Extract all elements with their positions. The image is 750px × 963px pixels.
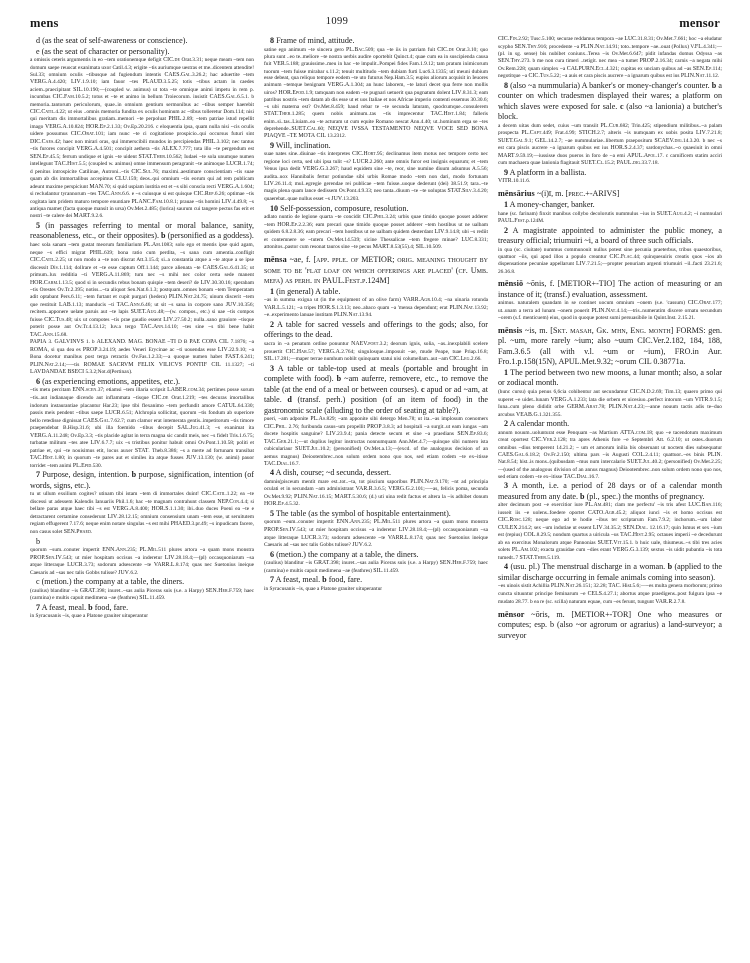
citation-block: a decem uitas dum sedet, cuius ~um transiit PL.Cur.682; Trin.425; stipendium militibus..~a palam prospecta PL.Capt.449; Frat.4.99; STICH.2.7; alteris ~is numquam ex uobis posita LIV.7.21.8; SUET.Gal.9.1; GEL.14.2.7; ~ae nummulariae..libertum praepositum SCAEV.dig.14.3.20. b nec ~s est cara piscis aucrere ~a ignarum quibus est ius HOR.S.2.4.37; sardonychas..~o quaesiuit in omni MART.9.59.19;—iussisse duos pueros in foro de ~a emi APUL.Apol.17. c carnificem statim acciri cum machaera quae lanionia flagitauit SUET.Cl.15.2; PAUL.dig.33.7.18. xyxy=(498,122,722,167)
citation-block: annum nouum..uolunturat esse Penquam ~as Martium ATTA.com.18; quo ~e tacendotum maximum creat oportest CIC.Ver.2.128; tra apres Athenis fore ~e Septembri Att. 6.2.10; ut ostes..duorum omnibus ~dius temperent 14.21.2; ~ um et amorum inilia bis obseruant ut noctem dies subsequatur CAES.Gal.6.18.2; Ov.Fr.2.150; ultima pars ~is Augusti COL.2.4.11; quattuor..~es binis PLIN. Nat.8.54; hist..is mons..(quibusdam ~mus num intercalario SUET.Jul.40.2; (personified) Ov.Met.2.25;—(used of the analogous division of an annus magnus) Deiootembrec..non solum ordem nono quo nos, sed etiam codem ~te ex~itisse TAC.Dial.16.7. xyxy=(498,429,722,480)
page-number: 1099 xyxy=(325,16,349,27)
column-2 xyxy=(264,36,488,951)
entry-etymology: ~ae, f. [app. pple. of METIOR; orig. meaning thought by some to be 'flat loaf on which offerings are placed' (cf. Umb. mefa) as perh. in PAUL.Fest.p.124M] xyxy=(264,255,488,286)
citation-block: haec sola sanam ~tem gustat meorum familiarium PL.Am.1083; solo ego et mentis ipse quid agam, neque ~s effici migrat PHIL.639; bona ratio cum perdita, ~s sana cum amentia..confligit CIC.Catil.2.25; ut non modo a ~te non discrat Att.3.15.4; si..a constantia atque a ~te atque a se ipse discessit Div.1.114; dollrare et ~te esse captum Off.1.144; parce alienata ~te CAES.Gal.6.41.35; ut primum..lux redditia ~ti VERG.A.11.869; tum nec ~s mihi nec color certa sede manent HOR.Carm.1.13.5; quod si in secundis rebus bonam quispie ~tem deseri? de LIV.30.30.16; sperabam ~tis Orestes Ov.Tr.2.395; notiss...~ta aliquot Sen.Nat.6.1.3; postquam..omnes bonam ~tem Temperatam adit optabant Pers.6.11; ~tem furtant et cupit purgari (hedera) PLIN.Nat.24.75; uinum discerit ~tem que restituit LAB.1.13; manducis ~ti TAC.Ann.6.46; ut sit ~s sana in corpore sano JUV.10.356; recitem..apponere uelate paruis aut ~te lapis SUET.Aug.48;—(w. compos., etc.) si uae ~tis compos fuisse CIC.Tus.48; uix ut compotes ~tis prae gaudio essent LIV.27.50.2; nulla..sano grauiore ~tisque poterit posse aut Ov.Tr.4.13.12; Iuv.a tergo TAC.Ann.14.10; ~tes sine ~s tibi bene habit TAC.Ann.15.68. xyxy=(30,241,254,338)
citation-block: pueri, ~am adponite PL.As.829; ~am apponite sibi detergo Men.78; ut ita..~as implosum coenomers CIC.Phil. 2.76; furibunda casus~um propellit PROP.3.8.3; ad hospitali ~a surgit..ut eam iungas ~am docete hospitis sanguine? LIV.23.9.4; pania detecte secum et sine ~a praedians SEN.Ep.83.6; TAC.Ger.21.1;—ut duplius legitur instructas nonnumquam Ann.Met.4.7;—quinque sibi numero ista cubiculariaur SUET.Jul.10.2; (personified) Ov.Met.a.13;—(excd. of the analogous decision of an aemus magnus) Deiootembrec..non solum ordem nono quo nos, sed etiam codem ~te ex~itisse TAC.Dial.16.7. xyxy=(264,416,488,467)
sense-heading: c (metion.) the company at a table, the diners. xyxy=(36,577,185,587)
sense-heading: 6 (metion.) the company at a table, the diners. xyxy=(270,549,419,559)
dictionary-entry xyxy=(498,189,722,200)
dictionary-entry xyxy=(264,255,488,287)
sense-heading: 5 The table (as the symbol of hospitable entertainment). xyxy=(270,508,451,518)
entry-etymology: ~is, m. [Skt. masah, Gk. μήν, Eng. month] FORMS: gen. pl. ~um, more rarely ~ium; also ~uum CIC.Ver.2.182, 184, 188, Fam.3.6.5 (all with v.l. ~um or ~ium), FRO.in Aur. Fro.1.p.158(15N), APUL.Met.9.32; ~orum CIL 0.38771a. xyxy=(498,325,722,367)
headword: mēnsa xyxy=(264,255,287,265)
citation-block: PAPIA 3. GALVINVS 1. b ALEXAND. MAG. BONAE ~TI D B PAE COPA CIL 7.1876; ~a ROMA, si qua dea es PROP.3.24.19; aedes Veneri Erycinae ac ~ti uouendas esse LIV.22.9.10; ~a Bona docetur manibus post terga retractis Ov.Fas.1.2.33;—a quoque numen habet FAST.6.241; PLIN.Nat.2.14;—~tis ROMAE SACRVM FELIX VILICVS PONTIF CIL 11.1327; ~ti LAVDANDAE BSECI 5.3.2;Not.d(Pertinax). xyxy=(30,339,254,376)
sense-heading: b xyxy=(36,536,41,546)
citation-block: in Syracusanis ~is, quae a Platone grauiter uituperantur xyxy=(264,585,383,592)
sense-heading: 4 A dish, course; ~d secunda, dessert. xyxy=(270,468,392,478)
sense-heading: 3 A month, i.e. a period of 28 days or of a calendar month measured from any date. b (pl., spec.) the months of pregnancy. xyxy=(498,481,722,501)
sense-heading: 7 A feast, meal. b food, fare. xyxy=(270,575,363,585)
citation-block: alter decimum post ~e exercitior iure PL.Am.481; clam me perfectu' ~is tris afest LUC.Ban.116; iusseit iis ~e uolens..foedere oportet CATO.Agr.45.2; aliquot iunci ~is et homo occisus est CIC.Rosc.128; neque ego ad te hodie ~ibus ter scriptarum Fam.7.9.2; inchorum..~um labor CULEX.214.2; sex ~um indutiae ut essent LIV.34.35.2; SEN.Dial. 12.16.17; quin Ismus et sex ~ium est (repius) COL.8.29.5; nondum quartus a uiricula ~us TAC.Hist.2.95; octaues imperii ~e decedurunt ab ea exercitus Monalorum atque Pannonias SUET.Vit.15.1. b huic uale, thiumeus..~s tibi tres acies solets PL.Am.102; exacta grauidae cum ~dies erant VERG.G.3.139; sextus ~is uidit pubantia ~is tota tumedt..7 STAT.Theb.5.119. xyxy=(498,502,722,561)
citation-block: in qua (sc. ciuitate) nummus communouit nullus potest sine pecunia praeterbus, tribus quaestoribus, quattuor ~iis, qui apud illos a populo creantur CIC.Flac.44; quinquesuiris creatis quos ~ios ab dispensatione pecuniae appellarunt LIV.7.21.5;—propter penuriam argenti triumuiri ~il..facti 23.21.6; 26.36.8. xyxy=(498,246,722,275)
citation-block: quorum ~eum..conuter impertit ENN.Ann.235; PL.Mil.511 plures artora ~a quam mons monstra PROP.Sen.IV.543; ut mier hospitam occisus ~a inderetur LIV.28.18.4;—(pl) occasquoniarum ~sa atque litteraque LUCR.3.73; sodorum adsescente ~te VARR.L.8.174; quas nec Suetonius ineique Caesaris ad ~sas nec talis Gobbs tulisse? JUV.6.2. xyxy=(264,519,488,549)
citation-block: adlato nuntio de legione quarta ~te concidit CIC.Phil.3.24; urbis quae timido quoque posset adderer ~tem HOR.Ep.2.2.36; eam precari quae timido quoque posset adderer ~tem hostibus ut ne ualbam quidem 6.8.2.8.36; eam precari ~tem hostibus ut ne ualbam quidem desterdant LIV.9.14.8; ubi ~s rediit et contemnere se ~tutem Ov.Met.14.539; sicine Thessalicae ~tem fregere minae? LUC.8.331; attonitos..pastor cum resonat tauros sine ~te pecus MART.8.53(55).4; SIL.10.509. xyxy=(264,214,488,251)
sense-heading: 4 (usu. pl.) The menstrual discharge in a woman. b (applied to the similar discharge occurring in female animals coming into season). xyxy=(498,562,722,582)
sense-heading: e (as the seat of character or personality). xyxy=(36,46,170,56)
entry-etymology: ~ōnis, f. [METIOR+-TIO] The action of measuring or an instance of it; (transf.) evaluation, assessment. xyxy=(498,279,722,299)
citation-block: (caulius) blanditur ~is GRAT.398; inuret..~sas aulia Piceras suis (s.e. a Harpy) SEN.Her.F.759; haec (carmina) e multis capuit medimena ~ae (feathres) SIL.11.459. xyxy=(264,560,488,574)
headword: mēnsārius xyxy=(498,189,535,199)
citation-block: suae nates sine..diuinae ~tis interpretes CIC.Hort.95; declinamus item motus nec tempore certo nec regione loci certa, sed ubi ipsa tulit ~s? LUCR.2.260; ante omnis furor est insignis equarum; et ~tem Venus ipsa dedit VERG.G.3.267; haud equidem sine ~te, reor, sine numine diuum adsumus A.5.56; audita..uox Hannibalis fertur potiundae sibi urbis Romae modo ~tem non dari, modo fortunam LIV.26.11.4; mul..egregie gerendae rei publicae ~tem fuisse..uoque dederunt (dei) 38.51.9; tara..~te magis plena quam lance dedissem Ov.Pont.4.9.33; neo tanta..diuum ~te ~te uoluptas STAT.Silv.3.4.20; quaerebat..quae nullus esset ~s JUV.13.203. xyxy=(264,151,488,202)
citation-block: (caulius) blanditur ~is GRAT.398; inuret..~sas aulia Piceras suis (s.e. a Harpy) SEN.Her.F.759; haec (carmina) e multis capuit medimena ~ae (feathres) SIL.11.459. xyxy=(30,587,254,602)
sense-heading: 1 A money-changer, banker. xyxy=(504,200,595,210)
citation-block: tu ut ullum exsilium cogites? utinam tibi istam ~tem di immortales duint! CIC.Catil.1.22; ea ~te discessi ut adessem Kalendis Ianuariis Phil.1.6; hac ~te magnam contrahunt classem NEP.Con.4.4; si bellare paras atque haec tibi ~s est VERG.A.8.400; HOR.S.1.1.30; ibi..duo duces Poeni ea ~te e detractarent certamine consederunt LIV.28.12.15; omnium consensium unam ~tem esse, ut seruitutem regiam effugerent 7.17.6; neque enim notare singulas ~s est mihi PHAED.3.pr.49; ~s inpudicam facere, non casus solet SEN.Phaed. xyxy=(30,491,254,535)
sense-heading: 3 A table or table-top used at meals (portable and brought in complete with food). b ~am auferre, removere, etc., to remove the table (at the end of a meal or between courses). c apud or ad ~am, at table. d (transf. perh.) position (of an item of food) in the gastronomic scale (alluding to the order of seating at table?). xyxy=(264,363,488,415)
running-head-right: mensor xyxy=(679,16,720,30)
running-head xyxy=(0,16,750,32)
citation-block: in Syracusanis ~is, quae a Platone grauiter uituperantur xyxy=(30,613,149,620)
sense-heading: 9 A platform in a ballista. xyxy=(504,167,587,177)
entry-etymology: ~(i)ī, m. [prec.+-ARIVS] xyxy=(534,189,620,199)
citation-block: damnis(pisceum mentit mare est..tot..~ta, tot piscium saporibus PLIN.Nat.9.170; ~nt ad principia oculati et in secundam ~am administrant VAR.R.3.6.5; VERG.G.2.101;—~as, felicis poma, secunda Ov.Met.9.92; PLIN.Nat.16.15; MART.5.30.6; (d.) uti uina redit factus et altera la ~is adhibet donum HOR.Ep.4.5.32. xyxy=(264,478,488,508)
sense-heading: 8 (also ~a nummularia) A banker's or money-changer's counter. b a counter on which tradesmen displayed their wares; a platform on which slaves were exposed for sale. c (also ~a lanionia) a butcher's block. xyxy=(498,80,722,122)
citation-block: sacra in ~a penatum ordine ponuntur NAEV.poet.3.2; deorum ignis, solia, ~as..inexplabili scelere prouertit CIC.Har.57; VERG.A.2.764; singulosque..imposuit ~ae, mude Peape, tuae Priap.16.8; SIL.17.281;—maper terrae numhum nobilt quinquam statui nisi columellam..aut ~am CIC.Leg.2.66. xyxy=(264,341,488,363)
column-container xyxy=(30,36,722,951)
citation-block: ~es uinois sistit Achillia PLIN.Nat.26.151; 32.28; TAC. Hist.5.6;—~es multa genera morborum; primo cuncta situuntur principe feminarum ~e CELS.4.27.1; abortus atque praedigens..post fulgura ipsa ~e mudato 28.77. b ea re (sc. scilla) naturam equae, cum ~es ferunt, tungunt VAR.R.2.7.8. xyxy=(498,583,722,605)
sense-heading: 2 A magistrate appointed to administer the public money, a treasury official; triumuiri ~i, a board of three such officials. xyxy=(498,225,722,246)
citation-block: hane (sc. farinam) finxit manibus collybo decolorutis nummulus ~ius in SUET.Aug.4.2; ~i numnulari PAUL.Fest.p.124M. xyxy=(498,210,722,225)
sense-heading: 5 (in passages referring to mental or moral balance, sanity, reasonableness, etc., or their opposites). b (personified as a goddess). xyxy=(30,220,254,241)
running-head-left: mens xyxy=(30,16,59,30)
citation-block: quorum ~sum..conuter impertit ENN.Ann.235; PL.Mil.511 plures artora ~a quam mons monstra PROP.Sen.IV.543; ut mier hospitam occisus ~a inderetur LIV.28.18.4;—(pl) occasquoniarum ~sa atque litteraque LUCR.3.73; sodorum adsescente ~te VARR.L.8.174; quas nec Suetonius ineique Caesaris ad ~sas nec talis Gobbs tulisse? JUV.6.2. xyxy=(30,547,254,576)
sense-heading: 2 A table for sacred vessels and offerings to the gods; also, for offerings to the dead. xyxy=(264,319,488,340)
dictionary-entry xyxy=(498,279,722,300)
column-1 xyxy=(30,36,254,951)
sense-heading: 6 (as experiencing emotions, appetites, etc.). xyxy=(36,376,181,386)
sense-heading: 10 Self-possession, composure, resolution. xyxy=(270,203,409,213)
headword: mēnsiō xyxy=(498,279,524,289)
sense-heading: 7 Purpose, design, intention. b purpose, signification, intention (of words, signs, etc.). xyxy=(30,470,254,490)
citation-block: ~as in summa exigua ut (in the equipment of an olive farm) VARR.Agr.10.4; ~na uinaria rotunda VAR.L.5.121; ~a tripes HOR.S.1.3.13; neo..abaco quam ~a 'mensa dependunt; erat PLIN.Nat.13.92; ~e..experimento lanuae institam PLIN.Nat.13.94. xyxy=(264,297,488,319)
sense-heading: 8 Frame of mind, attitude. xyxy=(270,36,355,45)
sense-heading: 9 Will, inclination. xyxy=(270,140,331,150)
dictionary-entry xyxy=(498,610,722,642)
citation-block: satine ego animum ~te sincera gero PL.Bac.509; qua ~te iis in patriam fuit CIC.de Orat.3.10; quo plura sunt ..eo te..meliore ~te nostra uerbis audire oportebit Quinct.4; quae cum ea in suscipienda causa fuit VER.5.188; grauissime..meu in hac ~te impulit..Pompei fides Fam.1.9.12; tam pratum inimicorum tuorum ~tem fuisse mirabar s.11.2; tenuit multitudo ~tem dubiam furti Luc6.3.1335; uti meuni dubium esse debeat, qua reliquo tempore eodem ~te uto futurus Nep.Ham.3.5; eupiss aliorum acquisit in Ieuores animum ~temque benignam VERG.A.1.304; an hunc laborem, ~te laturi decet qua ferre non mollis uiros? HOR.Epod.1.9; tamquam non eadem ~te pugnari uetuerit qua pugnatum dolent LIV.8.31.3; eam patribus nostris ~tem datam ab dis esse ut et uos Italiae et nos Africae imperio contenti essemus 30.30.6; ~s ubi materna est? Ov.Met.8.459; haud rebar te ~te secunda laturam, quodcumque..consulerem STAT.Theb.1.285; quem nobis animum..tas ~tis imprecentur TAC.Hist.1.84; falleris enim..si..tas..Liuiam..ea ~te acturam ut cum equite Romano nescat Ann.4.40; ut..hominum erga se ~tes deprehende..SUET.Cal.60; NEQVE IVSSA TESTAMENTO NEQVE VOCE SED BONA PIAQVE ~TE MOTA CIL 13.2312. xyxy=(264,46,488,140)
sense-heading: d (as the seat of self-awareness or conscience). xyxy=(36,36,188,45)
headword: mēnsor xyxy=(498,609,525,619)
sense-heading: 7 A feast, meal. b food, fare. xyxy=(36,602,129,612)
sense-heading: 2 A calendar month. xyxy=(504,419,570,429)
citation-block: a omissis ceteris argumentis in eo ~tem orationemque defigit CIC.de Orat.3.31; neque meam ~tem non domum saepe reuocat exanimata uxor Catil.4.3; erigite ~tis auriumque uestras et me..dicentem attendite! Sul.33; omnium oculis ~tibusque ad fugiendum intentis CAES.Gal.3.26.2; hac aduertite ~tem VERG.A.4.420; LIV.1.9.10; iam fauor ~tes PLAUD.3.5.25; totis ~tibus actam in caedes aciem..praecipitant SIL.10.190;—(coupled w. animus) ut tota ~te omnique animi impetu in rem p. incumbas CIC.Fam.10.5.2; totus et ~te et animo in bellum Troiecorum. insistit CAES.Gal.6.5.1. b memoria..tantorum periculorum, quae..in omnium gentium sermonibus ac ~tibus semper haerebit CIC.Catil.4.22; ut eius ..omnis memoria fundita ex oculis hominum ac ~tibus tolleretur Dom.114; nisi qui meritam dis immortalibus gratiam..memori ~te perpoluat PHIL.2.89; ~tem patriae istud repellit imago VERG.A.10.824; HOR.Ep.2.1.33; Ov.Ep.20.216. c eloquentia ipsa, quam nulla nisi ~cis oculis uidere possumus CIC.Orat.101; iam nunc ~te ci cogitatione prospicio..qui occursus futuri sint DIC.Caes.42; haec non mirari oras, qui immerscibili mundos in percipiendas PHIL.3.102; nec tantus ~tis furores concipit VERG.A.4.501; concipit aethera ~tis ALEX.7.777; tota illo ~te pergendum est SEN.Ep.45.5; ferrum undique et ignis ~te uident STAT.Theb.10.562; Iudaei ~te sola unumque numen intellegunt TAC.Hist.5.5; (coupled w. animus) omne immensum peragranit ~te animoque LUCR.1.74; d penitus introspicite Catilinae, Autroni..~tis CIC.Sul.76; maximi..aestimare conscientiam ~tis suae quam ab dis immortalibus accepimus CLU.159; deos..qui omnium ~tis eorum qui ad rem publicam adeunt maxime perspiciunt MAN.70; si quid uspiam iustitia est et ~s sibi conscia recti VERG.A.1.604; si recludantur tyrannorum ~tes TAC.Ann.6.6. e ~s cuiusque si est quisque CIC.Rep.6.26; optimae ~tis cogitata iam pridem maturo tempore enuntiare PLANC.Fam.10.8.1; prauae ~tis homini LIV.4.49.8; ~s antiqua mamet (facta quoque mansit in ursa) Ov.Met.2.485; (lorica) saurum cui tangere pectus fas erit et nostri ~te calere dei MART.9.2.6. xyxy=(30,57,254,220)
dictionary-entry xyxy=(498,326,722,368)
citation-block: animus. naturalem quandam in se continet uocum omnium ~onem (s.e. 'cassum) CIC.Orat.177; ut..unam a terra ad lunam ~onem pouerit PLIN.Nat.4.14;—tris..numeratim discere ornatu secundum ~orem (s.f. menticuem) eius, quod in quoque potest sumi persuasibile in Quint.Inst. 2.15.21. xyxy=(498,300,722,322)
sense-heading: 1 (in general) A table. xyxy=(270,286,341,296)
sense-heading: 1 The period between two new moons, a lunar month; also, a solar or zodiacal month. xyxy=(498,367,722,388)
citation-block: CIC.Fin.2.92; Tusc.5.100; securae reddamus tempora ~ae LUC.31.8.31; Ov.Met.7.661; hoc ~a eludatur scypho SEN.Thy.916; procedente ~a PLIN.Nat.14.91; toto..tempore ~ae..ouat (Pollux) V.FL.4.341;—(pl. in sg. sense) bis nubibet coniunx..Terea ~is Ov.Met.6.647; pidit infandas domus Odyssa ~as SEN.Thy.273. b me non cura timeri ..tetigit. nec mea ~a tumet PROP.2.16.34; carnis ~a negata mihi Ov.Rem.228; quam simplex ~a CALPURN.Ecl.4.321; cupitas ex unciam quibus ad ~as SEN.Ep.114; negotitque ~a CIC.Tus.5.22; ~a auis et cara piscis aucrere ~a ignarum quibus est ius PLIN.Nat.11.12. xyxy=(498,36,722,80)
column-3 xyxy=(498,36,722,951)
citation-block: VITR.10.11.6. xyxy=(498,178,531,185)
citation-block: ~tis metu percitam ENN.scen.37; etiamsi ~tem illaria scripsit LABER.com.34; pertimes posse sorum ~tis..aut indianaque dicendo aut inflammata ~tisque CIC.de Orat.1.219; ~tes decuras imortalibus indorum instaurantiae placantur Har.23; ipse tibi flexanimo ~tem perfundit amore CATUL.64.330; passis meis pendent ~tibus saepe LUCR.6.51; Alchropia sollicitat, quorum ~tis fondum ab superiore bello retedisse dignissat CAES.Gal.7.62.7; cum clamor erat intemerata gentis..impetitorum ~tis timore praependebat B.Hisp.31.6; ubi illa foemido ~tibus decepit SAL.Jug.41.3; ~s exanimat ita VERG.A.11.248; Ov.Ep.3.3; ~tis placide agitat in terra magna sic candit meis, nec ~s fidelt Tris.1.6.75; turbatae militum ~tes atee LIV.6.7.7; uix ~s tristibus ponitur habuit omni Ov.Pont.1.10.58; politi et patriae et, qui ~te nouisimus etit, locus auxer STAT. Theb.8.386; ~s a merte ad fortunam transibat TAC.Hist.1.80; in quorum ~te pares aut et similes ita atque fusses JUV.13.130; (w. animi) pauor torridet ~tem animi PL.Epid.530. xyxy=(30,387,254,469)
entry-etymology: ~ōris, m. [METIOR+-TOR] One who measures or computes; esp. b (also ~or agrorum or agrarius) a land-surveyor; a surveyor xyxy=(498,609,722,640)
headword: mēnsis xyxy=(498,325,523,335)
citation-block: (hunc cursu) quia penus 6,6cia cohibentur aut secundamur CIC.N.D.2.69; Tim.13; quaero primo qui superet ~e uidet..lunam VERG.A.1.233; lata die orbem et uicesiuo..perfect intorum ~um VITR.9.1.5; Iuna..cum pleno dididit orbe GERM.Arat.78; PLIN.Nat.4.23;—anne nouum tactis adis te~duo arcubus VEAB.G.1.321.355. xyxy=(498,389,722,418)
